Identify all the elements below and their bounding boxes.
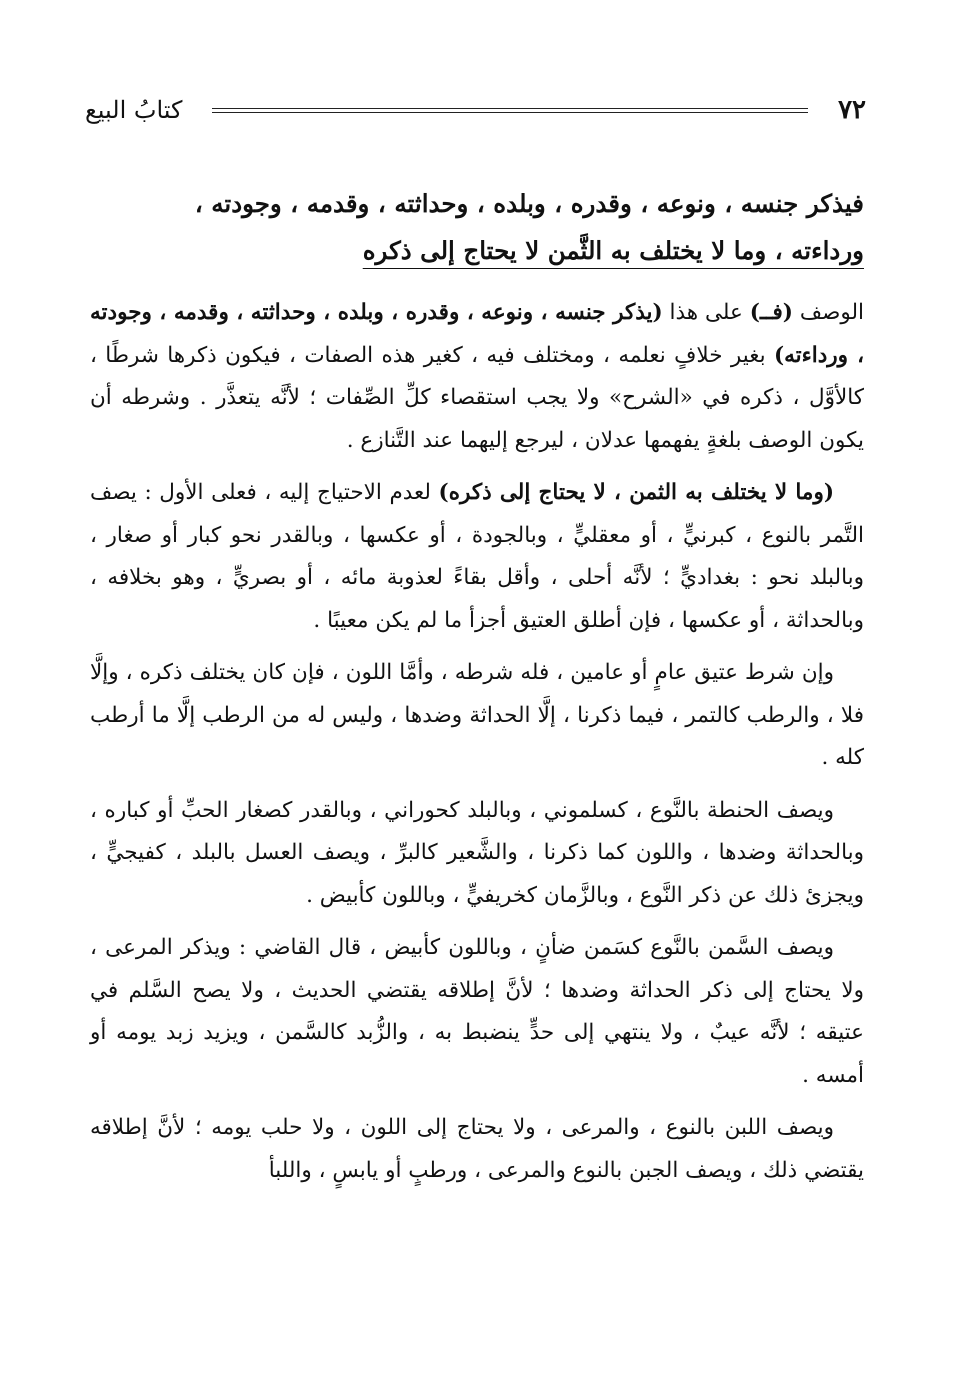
matn-line-2: ورداءته ، وما لا يختلف به الثَّمن لا يحتاج إلى ذكره (362, 236, 864, 265)
matn-text (90, 180, 864, 274)
paragraph-5: ويصف السَّمن بالنَّوع كسَمن ضأنٍ ، وباللون كأبيض ، قال القاضي : ويذكر المرعى ، ولا يحتاج إلى ذكر الحداثة وضدها ؛ لأنَّ إطلاقه يقتضي الحديث ، ولا يصح السَّلم في عتيقه ؛ لأنَّه عيبٌ ، ولا ينتهي إلى حدٍّ ينضبط به ، والزُّبد كالسَّمن ، ويزيد زبد يومه أو أمسه . (90, 935, 864, 1088)
quoted-matn: (فــ) (749, 300, 793, 325)
header-rule (212, 108, 808, 113)
paragraph-2 (90, 472, 864, 642)
paragraph-4: ويصف الحنطة بالنَّوع ، كسلموني ، وبالبلد كحوراني ، وبالقدر كصغار الحبِّ أو كباره ، وبالحداثة وضدها ، واللون كما ذكرنا ، والشَّعير كالبرِّ ، ويصف العسل بالبلد ، كفيجيٍّ ، ويجزئ ذلك عن ذكر النَّوع ، وبالزَّمان كخريفيٍّ ، وباللون كأبيض . (90, 797, 864, 908)
matn-line-1: فيذكر جنسه ، ونوعه ، وقدره ، وبلده ، وحداثته ، وقدمه ، وجودته ، (194, 189, 864, 218)
paragraph-3: وإن شرط عتيق عامٍ أو عامين ، فله شرطه ، وأمَّا اللون ، فإن كان يختلف ذكره ، وإلَّا فلا ، والرطب كالتمر ، فيما ذكرنا ، إلَّا الحداثة وضدها ، وليس له من الرطب إلَّا ما أرطب كله . (90, 660, 864, 770)
page-number: ٧٢ (838, 95, 866, 125)
quoted-matn: (يذكر جنسه ، ونوعه ، وقدره ، وبلده ، وحداثته ، وقدمه ، وجودته ، ورداءته) (90, 300, 865, 368)
running-title: كتابُ البيع (85, 96, 183, 124)
text-run: لعدم الاحتياج إليه ، فعلى الأول : يصف التَّمر بالنوع ، كبرنيٍّ ، أو معقليٍّ ، وبالجودة ، أو عكسها ، وبالقدر نحو كبار أو صغار ، وبالبلد نحو : بغداديٍّ ؛ لأنَّه أحلى ، وأقل بقاءً لعذوبة مائه ، أو بصريٍّ ، وهو بخلافه ، وبالحداثة ، أو عكسها ، فإن أطلق العتيق أجزأ ما لم يكن معيبًا . (90, 480, 864, 633)
commentary-body (90, 292, 864, 1202)
quoted-matn: (وما لا يختلف به الثمن ، لا يحتاج إلى ذكره) (438, 480, 834, 505)
text-run: بغير خلافٍ نعلمه ، ومختلف فيه ، كغير هذه الصفات ، فيكون ذكرها شرطًا ، كالأوَّل ، ذكره في «الشرح» ولا يجب استقصاء كلِّ الصِّفات ؛ لأنَّه يتعذَّر . وشرطه أن يكون الوصف بلغةٍ يفهمها عدلان ، ليرجع إليهما عند التَّنازع . (90, 342, 864, 453)
paragraph-6: ويصف اللبن بالنوع ، والمرعى ، ولا يحتاج إلى اللون ، ولا حلب يومه ؛ لأنَّ إطلاقه يقتضي ذلك ، ويصف الجبن بالنوع والمرعى ، ورطبٍ أو يابسٍ ، واللبأ (90, 1115, 864, 1183)
page-header (85, 88, 866, 132)
paragraph-1 (90, 292, 864, 462)
text-run: الوصف (792, 300, 864, 325)
text-run: على هذا (662, 300, 750, 325)
